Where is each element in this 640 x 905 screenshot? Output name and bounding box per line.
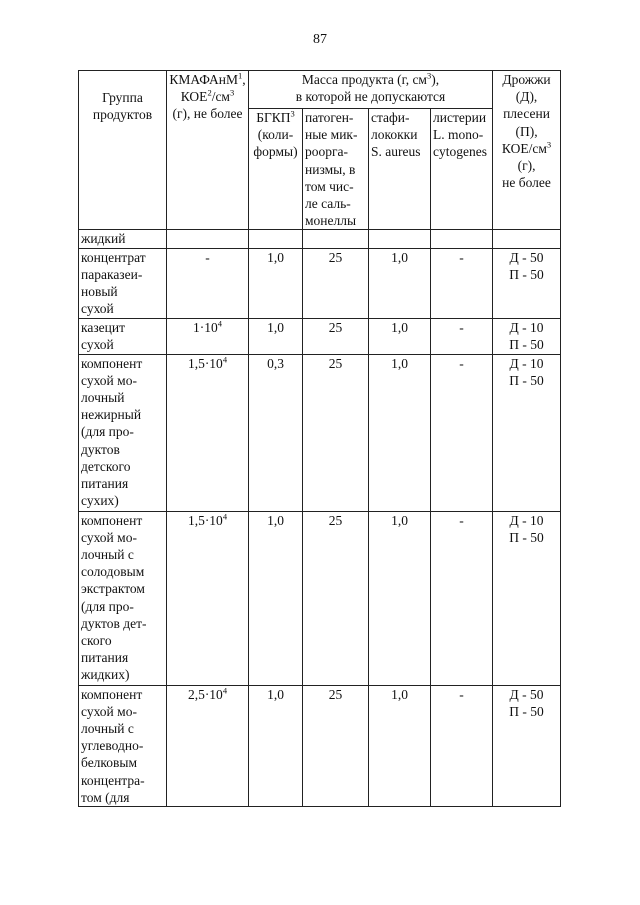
pathogen-value: 25 (303, 354, 369, 511)
listeria-value: - (431, 248, 493, 318)
header-row-1 (79, 71, 561, 109)
header-kmafanm: КМАФАнМ$^1$, $КОЕ^2/см^3$ (г), не более (167, 71, 249, 230)
table-row (79, 248, 561, 318)
staph-value: 1,0 (369, 685, 431, 806)
bgkp-value: 0,3 (249, 354, 303, 511)
header-mass: Масса продукта (г, $см^3$), в которой не допускаются (249, 71, 493, 109)
table-row (79, 354, 561, 511)
product-name: компонент сухой мо- лочный с углеводно- белковым концентра- том (для (79, 685, 167, 806)
yeast-value: Д - 10 П - 50 (493, 318, 561, 354)
listeria-value: - (431, 354, 493, 511)
pathogen-value: 25 (303, 511, 369, 685)
listeria-value: - (431, 511, 493, 685)
header-staph: стафи- лококки S. aureus (369, 109, 431, 230)
staph-value: 1,0 (369, 354, 431, 511)
bgkp-value: 1,0 (249, 248, 303, 318)
table-row (79, 511, 561, 685)
kmafanm-value: $1,5\cdot 10^4$ (167, 511, 249, 685)
product-name: компонент сухой мо- лочный с солодовым экстрактом (для про- дуктов дет- ского питания жидких) (79, 511, 167, 685)
yeast-value: Д - 50 П - 50 (493, 248, 561, 318)
yeast-value: Д - 10 П - 50 (493, 354, 561, 511)
staph-value: 1,0 (369, 511, 431, 685)
kmafanm-limit: (г), не более (172, 106, 243, 122)
header-bgkp: БГКП$^3$ (коли- формы) (249, 109, 303, 230)
yeast-value: Д - 10 П - 50 (493, 511, 561, 685)
listeria-value: - (431, 318, 493, 354)
bgkp-value: 1,0 (249, 318, 303, 354)
header-pathogen: патоген- ные мик- роорга- низмы, в том чис- ле саль- монеллы (303, 109, 369, 230)
table-row (79, 318, 561, 354)
pathogen-value: 25 (303, 685, 369, 806)
yeast-value: Д - 50 П - 50 (493, 685, 561, 806)
kmafanm-label: КМАФАнМ (169, 72, 239, 87)
kmafanm-value: - (167, 248, 249, 318)
page-number: 87 (313, 32, 327, 47)
kmafanm-value: $2,5\cdot 10^4$ (167, 685, 249, 806)
header-group: Группа продуктов (79, 71, 167, 230)
staph-value: 1,0 (369, 248, 431, 318)
pathogen-value: 25 (303, 248, 369, 318)
staph-value: 1,0 (369, 318, 431, 354)
bgkp-value: 1,0 (249, 685, 303, 806)
product-name: концентрат параказеи- новый сухой (79, 248, 167, 318)
header-listeria: листерии L. mono- cytogenes (431, 109, 493, 230)
koe-label: КОЕ (180, 89, 208, 105)
section-label: жидкий (79, 230, 167, 248)
section-row (79, 230, 561, 248)
microbiology-table (78, 70, 561, 807)
pathogen-value: 25 (303, 318, 369, 354)
kmafanm-value: $1\cdot 10^4$ (167, 318, 249, 354)
product-name: казецит сухой (79, 318, 167, 354)
product-name: компонент сухой мо- лочный нежирный (для про- дуктов детского питания сухих) (79, 354, 167, 511)
bgkp-value: 1,0 (249, 511, 303, 685)
listeria-value: - (431, 685, 493, 806)
kmafanm-value: $1,5\cdot 10^4$ (167, 354, 249, 511)
table-row (79, 685, 561, 806)
header-yeast: Дрожжи (Д), плесени (П), КОЕ/$см^3$ (г), не более (493, 71, 561, 230)
